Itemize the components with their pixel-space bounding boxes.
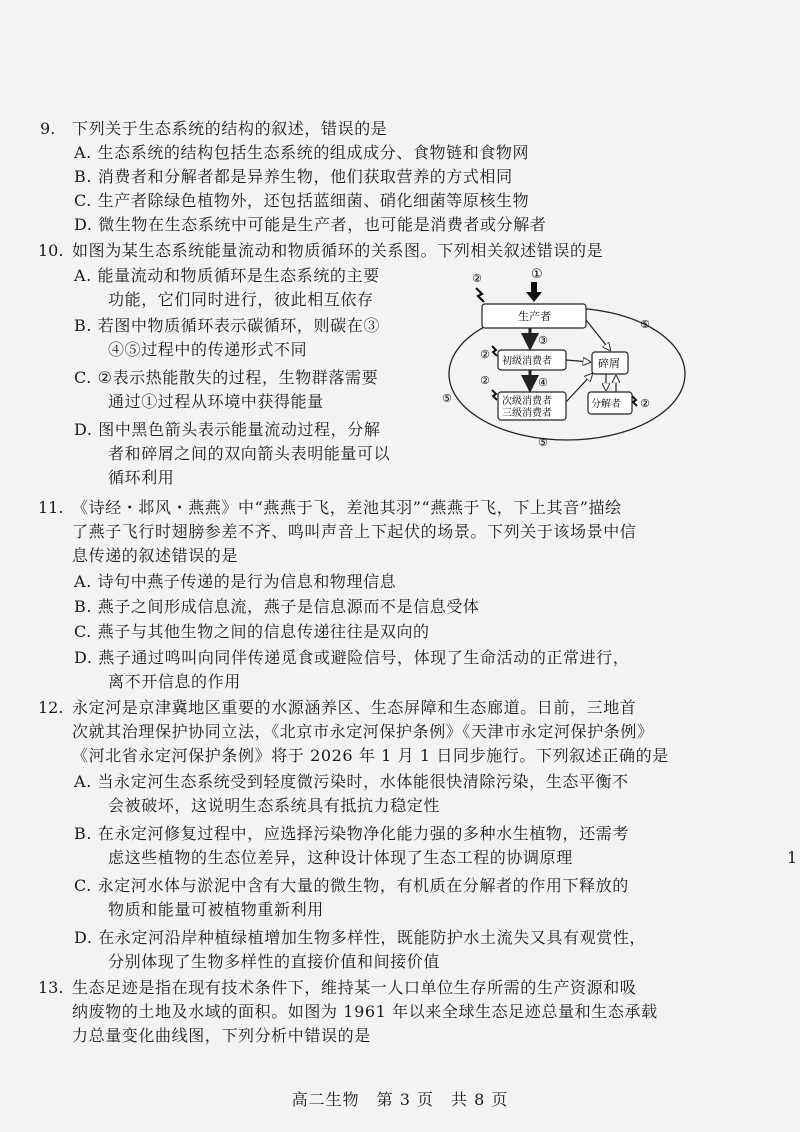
tertiary-consumer-label: 三级消费者	[502, 408, 552, 419]
q10-option-b-line2: ④⑤过程中的传递形式不同	[108, 340, 308, 359]
q12-option-c-line2: 物质和能量可被植物重新利用	[108, 900, 324, 919]
marker-2-top: ②	[472, 272, 482, 285]
q11-option-a: A. 诗句中燕子传递的是行为信息和物理信息	[74, 572, 397, 591]
q13-stem-line2: 纳废物的土地及水域的面积。如图为 1961 年以来全球生态足迹总量和生态承载	[72, 1002, 658, 1021]
q10-option-a-line2: 功能，它们同时进行，彼此相互依存	[108, 290, 374, 309]
q12-option-d-line1: D. 在永定河沿岸种植绿植增加生物多样性，既能防护水土流失又具有观赏性，	[74, 928, 647, 947]
q13-stem-line1: 生态足迹是指在现有技术条件下，维持某一人口单位生存所需的生产资源和吸	[72, 978, 637, 997]
q10-option-d-line1: D. 图中黑色箭头表示能量流动过程，分解	[74, 420, 381, 439]
secondary-consumer-label: 次级消费者	[502, 396, 552, 407]
heat-loss-arrow-higher	[492, 390, 497, 400]
decomposer-label: 分解者	[591, 399, 621, 410]
q12-stem-line1: 永定河是京津冀地区重要的水源涵养区、生态屏障和生态廊道。日前，三地首	[72, 698, 637, 717]
q9-number: 9.	[40, 119, 56, 138]
q10-number: 10.	[38, 241, 64, 260]
energy-matter-cycle-diagram	[440, 262, 690, 452]
marker-5-bottom: ⑤	[538, 436, 548, 449]
marker-2-higher: ②	[480, 374, 490, 387]
heat-loss-arrow-producer	[476, 288, 484, 302]
page-footer: 高二生物 第 3 页 共 8 页	[291, 1090, 509, 1109]
q10-option-b-line1: B. 若图中物质循环表示碳循环，则碳在③	[74, 316, 380, 335]
q10-stem: 如图为某生态系统能量流动和物质循环的关系图。下列相关叙述错误的是	[72, 241, 604, 260]
q11-stem-line1: 《诗经・邶风・燕燕》中“燕燕于飞，差池其羽”“燕燕于飞，下上其音”描绘	[72, 498, 622, 517]
q9-option-c: C. 生产者除绿色植物外，还包括蓝细菌、硝化细菌等原核生物	[74, 191, 530, 210]
q11-stem-line3: 息传递的叙述错误的是	[72, 546, 239, 565]
producer-label: 生产者	[518, 310, 551, 323]
q10-option-c-line2: 通过①过程从环境中获得能量	[108, 392, 324, 411]
q11-number: 11.	[38, 498, 64, 517]
q11-option-d-line1: D. 燕子通过鸣叫向同伴传递觅食或避险信号，体现了生命活动的正常进行，	[74, 648, 630, 667]
q12-option-b-line1: B. 在永定河修复过程中，应选择污染物净化能力强的多种水生植物，还需考	[74, 824, 629, 843]
detritus-label: 碎屑	[598, 357, 620, 370]
q9-option-a: A. 生态系统的结构包括生态系统的组成成分、食物链和食物网	[74, 143, 530, 162]
q12-option-a-line1: A. 当永定河生态系统受到轻度微污染时，水体能很快清除污染，生态平衡不	[74, 772, 629, 791]
q13-number: 13.	[38, 978, 64, 997]
sunlight-input-arrow	[526, 282, 542, 302]
q10-option-d-line2: 者和碎屑之间的双向箭头表明能量可以	[108, 444, 391, 463]
q12-option-c-line1: C. 永定河水体与淤泥中含有大量的微生物，有机质在分解者的作用下释放的	[74, 876, 629, 895]
marker-4-a: ④	[538, 376, 548, 389]
margin-page-number: 1	[787, 848, 798, 867]
q12-option-d-line2: 分别体现了生物多样性的直接价值和间接价值	[108, 952, 441, 971]
marker-2-decomposer: ②	[640, 397, 650, 410]
q12-stem-line2: 次就其治理保护协同立法，《北京市永定河保护条例》《天津市永定河保护条例》	[72, 722, 654, 741]
heat-loss-arrow-primary	[492, 346, 497, 356]
q13-stem-line3: 力总量变化曲线图，下列分析中错误的是	[72, 1026, 371, 1045]
arrow-producer-detritus	[586, 320, 610, 350]
primary-consumer-label: 初级消费者	[502, 356, 552, 367]
q12-option-b-line2: 虑这些植物的生态位差异，这种设计体现了生态工程的协调原理	[108, 848, 573, 867]
heat-loss-arrow-decomposer	[632, 396, 637, 406]
q9-stem: 下列关于生态系统的结构的叙述，错误的是	[72, 119, 388, 138]
q11-option-b: B. 燕子之间形成信息流，燕子是信息源而不是信息受体	[74, 597, 480, 616]
q11-option-c: C. 燕子与其他生物之间的信息传递往往是双向的	[74, 622, 430, 641]
q9-option-d: D. 微生物在生态系统中可能是生产者，也可能是消费者或分解者	[74, 215, 547, 234]
q12-stem-line3: 《河北省永定河保护条例》将于 2026 年 1 月 1 日同步施行。下列叙述正确的是	[72, 746, 669, 765]
q11-stem-line2: 了燕子飞行时翅膀参差不齐、鸣叫声音上下起伏的场景。下列关于该场景中信	[72, 522, 637, 541]
marker-5-left: ⑤	[442, 392, 452, 405]
q12-number: 12.	[38, 698, 64, 717]
q10-option-a-line1: A. 能量流动和物质循环是生态系统的主要	[74, 266, 380, 285]
marker-2-primary: ②	[480, 348, 490, 361]
q10-option-d-line3: 循环利用	[108, 468, 175, 487]
q12-option-a-line2: 会被破坏，这说明生态系统具有抵抗力稳定性	[108, 796, 441, 815]
arrow-primary-detritus	[566, 360, 590, 362]
marker-1-top: ①	[531, 267, 543, 282]
q11-option-d-line2: 离不开信息的作用	[108, 672, 241, 691]
marker-3-a: ③	[538, 334, 548, 347]
marker-5-right: ⑤	[640, 318, 650, 331]
q10-option-c-line1: C. ②表示热能散失的过程，生物群落需要	[74, 368, 379, 387]
q9-option-b: B. 消费者和分解者都是异养生物，他们获取营养的方式相同	[74, 167, 513, 186]
